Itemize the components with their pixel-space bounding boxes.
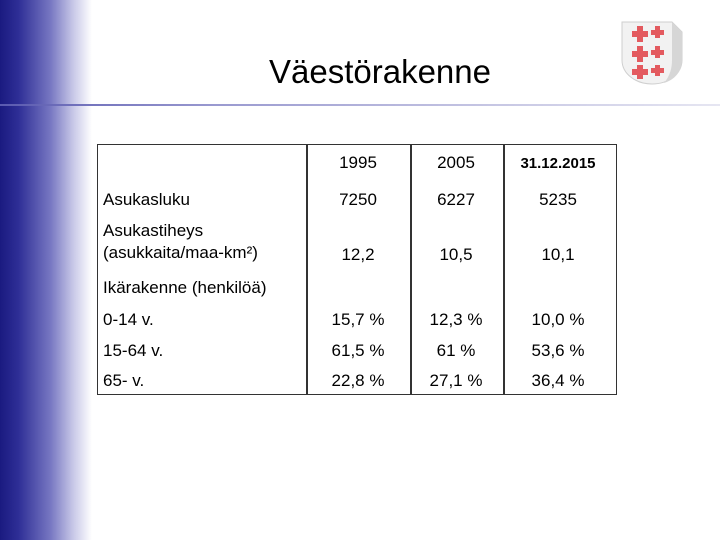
table-cell: 15,7 %: [331, 310, 385, 329]
title-divider: [0, 104, 720, 106]
table-cell: 61,5 %: [331, 341, 385, 360]
header-1995: 1995: [339, 153, 377, 172]
row-label-asukastiheys: Asukastiheys: [103, 221, 204, 240]
table-cell: 6227: [437, 190, 475, 209]
table-cell: 53,6 %: [531, 341, 585, 360]
table-cell: 12,3 %: [429, 310, 483, 329]
row-label-15-64: 15-64 v.: [103, 341, 164, 360]
table-cell: 10,5: [439, 245, 473, 264]
table-cell: 7250: [339, 190, 377, 209]
header-2015: 31.12.2015: [520, 155, 596, 172]
coat-of-arms-icon: [620, 20, 684, 86]
table-cell: 36,4 %: [531, 371, 585, 390]
left-gradient-bar: [0, 0, 92, 540]
table-cell: 5235: [539, 190, 577, 209]
header-2005: 2005: [437, 153, 475, 172]
table-cell: 12,2: [341, 245, 375, 264]
row-label-0-14: 0-14 v.: [103, 310, 154, 329]
slide-title: Väestörakenne: [269, 53, 491, 90]
table-cell: 61 %: [436, 341, 476, 360]
row-label-65: 65- v.: [103, 371, 145, 390]
table-cell: 27,1 %: [429, 371, 483, 390]
table-cell: 22,8 %: [331, 371, 385, 390]
table-cell: 10,1: [541, 245, 575, 264]
row-label-asukastiheys-unit: (asukkaita/maa-km²): [103, 243, 258, 262]
row-label-asukasluku: Asukasluku: [103, 190, 190, 209]
table-cell: 10,0 %: [531, 310, 585, 329]
section-label-ikarakenne: Ikärakenne (henkilöä): [103, 278, 267, 297]
